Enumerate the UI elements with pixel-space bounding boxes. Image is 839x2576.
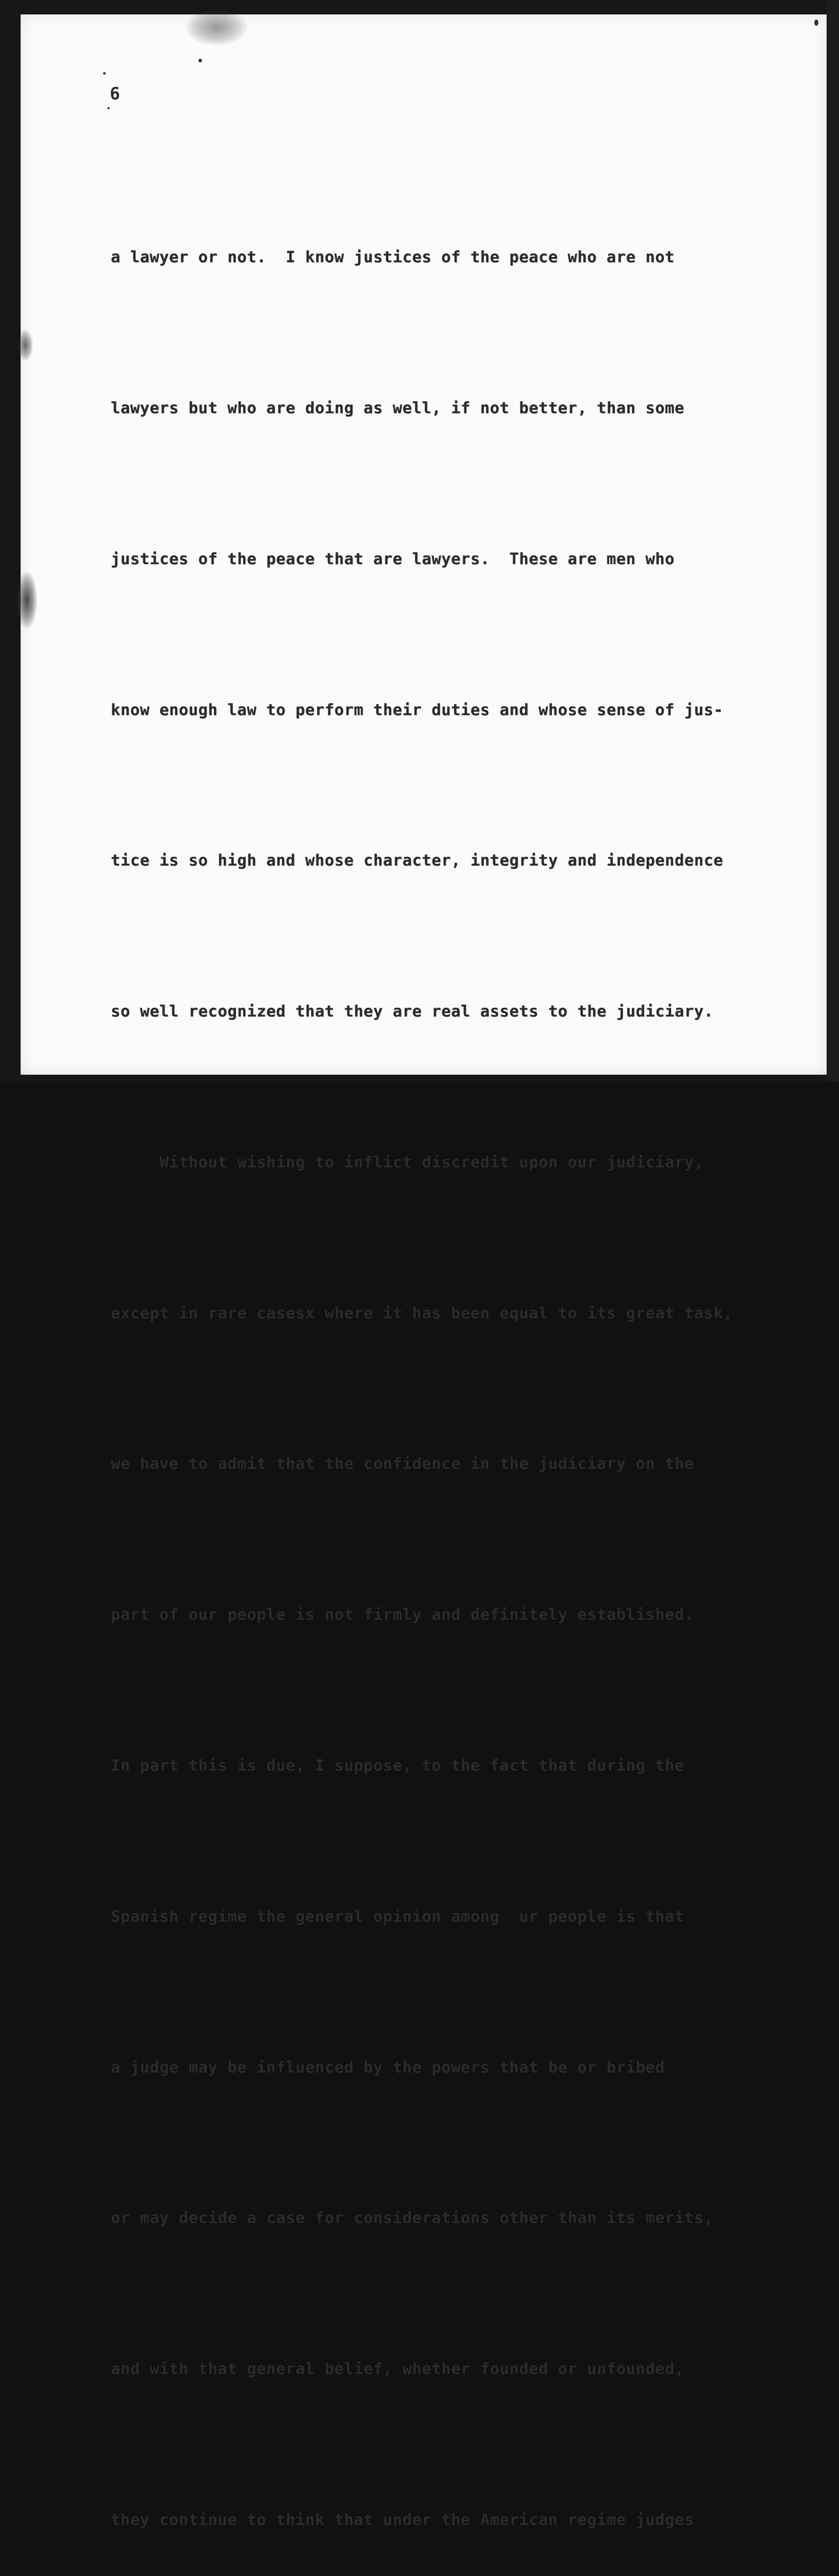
speck-3: [107, 107, 110, 109]
ink-smudge-left: [16, 572, 37, 629]
text-line: lawyers but who are doing as well, if not better, than some: [111, 399, 684, 417]
text-line: and with that general belief, whether founded or unfounded,: [111, 2360, 684, 2379]
scan-border-right: [827, 0, 839, 1082]
text-line: we have to admit that the confidence in the judiciary on the: [111, 1455, 694, 1473]
speck-2: [103, 72, 106, 75]
text-line: justices of the peace that are lawyers. These are men who: [111, 550, 675, 568]
text-line: a lawyer or not. I know justices of the peace who are not: [111, 248, 675, 267]
ink-smudge-top: [186, 9, 247, 45]
typed-body-text: [111, 132, 801, 2576]
text-line: tice is so high and whose character, integrity and independence: [111, 852, 724, 870]
text-line: they continue to think that under the American regime judges: [111, 2511, 694, 2529]
text-line: know enough law to perform their duties and whose sense of jus-: [111, 701, 724, 719]
paper-sheet: [21, 14, 827, 2529]
speck-4: [814, 20, 818, 26]
text-line: a judge may be influenced by the powers that be or bribed: [111, 2058, 665, 2077]
text-line: so well recognized that they are real assets to the judiciary.: [111, 1003, 714, 1021]
speck-1: [198, 59, 202, 62]
text-line: Without wishing to inflict discredit upon our judiciary,: [111, 1153, 704, 1172]
text-line: part of our people is not firmly and definitely established.: [111, 1606, 694, 1624]
page-number: 6: [110, 83, 120, 104]
ink-smudge-left-small: [18, 330, 33, 361]
text-line: Spanish regime the general opinion among ur people is that: [111, 1907, 684, 1926]
text-line: except in rare casesx where it has been equal to its great task,: [111, 1304, 733, 1323]
text-line: In part this is due, I suppose, to the fact that during the: [111, 1757, 684, 1775]
text-line: or may decide a case for considerations other than its merits,: [111, 2209, 714, 2228]
